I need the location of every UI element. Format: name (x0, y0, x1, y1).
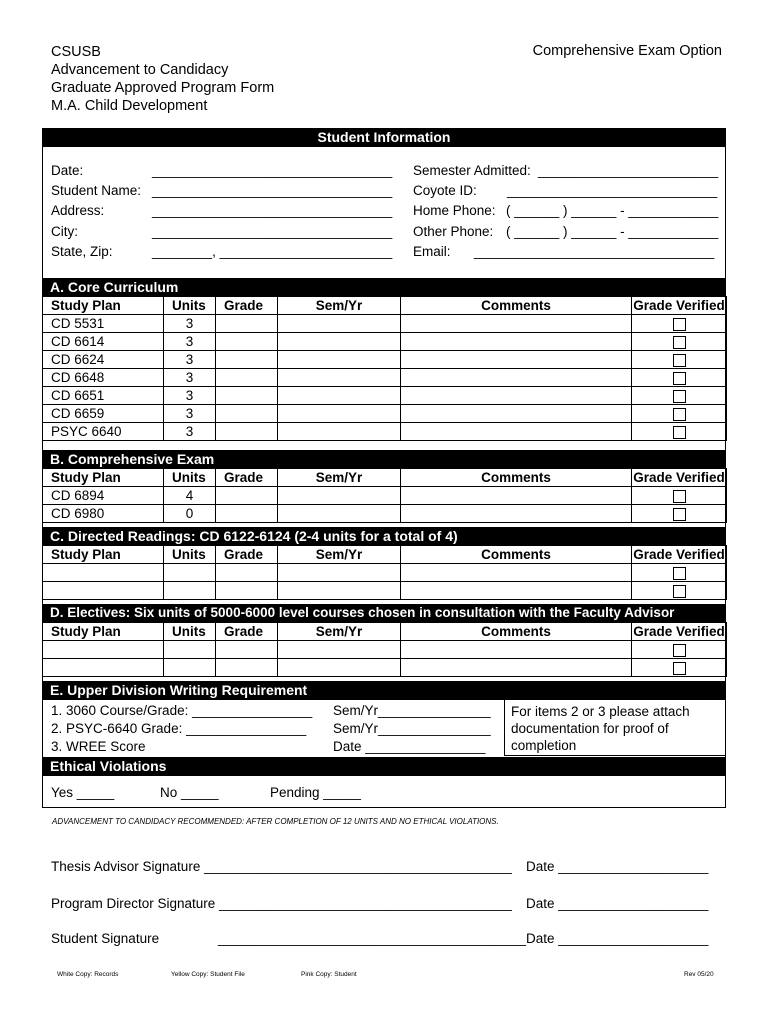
institution-name: CSUSB (51, 44, 101, 60)
recommendation-note: ADVANCEMENT TO CANDIDACY RECOMMENDED: AFTER COMPLETION OF 12 UNITS AND NO ETHICAL VIOLATIONS. (52, 817, 499, 826)
units-cell[interactable] (164, 582, 216, 600)
address-label: Address: (51, 203, 105, 218)
col-grade-verified: Grade Verified (633, 298, 725, 313)
writing-requirement-dates (333, 702, 491, 756)
sem-yr-cell[interactable] (278, 369, 401, 387)
grade-cell[interactable] (216, 423, 278, 441)
course-code: CD 6651 (43, 387, 164, 405)
col-units: Units (164, 469, 216, 487)
grade-cell[interactable] (216, 564, 278, 582)
section-e-title: E. Upper Division Writing Requirement (42, 681, 726, 700)
col-sem-yr: Sem/Yr (278, 469, 401, 487)
col-units: Units (164, 297, 216, 315)
grade-cell[interactable] (216, 641, 278, 659)
comments-cell[interactable] (401, 423, 632, 441)
section-d-title: D. Electives: Six units of 5000-6000 level courses chosen in consultation with the Faculty Advisor (42, 604, 726, 622)
grade-cell[interactable] (216, 351, 278, 369)
comments-cell[interactable] (401, 659, 632, 677)
course-code: PSYC 6640 (43, 423, 164, 441)
course-units: 3 (164, 405, 216, 423)
units-cell[interactable] (164, 659, 216, 677)
electives-table (42, 622, 727, 677)
sem-yr-cell[interactable] (278, 405, 401, 423)
table-row (43, 333, 727, 351)
col-study-plan: Study Plan (43, 297, 164, 315)
psyc-grade-field[interactable]: 2. PSYC-6640 Grade: ________________ (51, 721, 307, 736)
col-study-plan: Study Plan (43, 623, 164, 641)
semester-admitted-field[interactable]: ________________________ (538, 163, 719, 178)
col-grade-verified: Grade Verified (633, 470, 725, 485)
col-comments: Comments (401, 469, 632, 487)
ethical-no-field[interactable]: No _____ (160, 785, 219, 800)
grade-cell[interactable] (216, 369, 278, 387)
student-signature-label: Student Signature (51, 931, 160, 946)
grade-verified-checkbox[interactable] (673, 662, 686, 675)
city-label: City: (51, 224, 78, 239)
wree-score-label: 3. WREE Score (51, 739, 146, 754)
course-code: CD 5531 (43, 315, 164, 333)
student-name-label: Student Name: (51, 183, 142, 198)
comments-cell[interactable] (401, 369, 632, 387)
col-sem-yr: Sem/Yr (278, 297, 401, 315)
table-row (43, 423, 727, 441)
program-director-date[interactable]: Date ____________________ (526, 896, 709, 911)
course-units: 3 (164, 351, 216, 369)
documentation-note: For items 2 or 3 please attach documentation for proof of completion (511, 704, 690, 753)
semester-admitted-label: Semester Admitted: (413, 163, 531, 178)
grade-verified-checkbox[interactable] (673, 408, 686, 421)
table-header-row (43, 623, 727, 641)
course-units: 0 (164, 505, 216, 523)
form-title: Advancement to Candidacy (51, 62, 229, 78)
grade-cell[interactable] (216, 582, 278, 600)
course-cell[interactable] (43, 659, 164, 677)
course-units: 3 (164, 387, 216, 405)
comments-cell[interactable] (401, 315, 632, 333)
grade-verified-checkbox[interactable] (673, 372, 686, 385)
program-name: M.A. Child Development (51, 98, 208, 114)
email-label: Email: (413, 244, 451, 259)
course-units: 4 (164, 487, 216, 505)
grade-verified-checkbox[interactable] (673, 336, 686, 349)
grade-cell[interactable] (216, 405, 278, 423)
sem-yr-cell[interactable] (278, 351, 401, 369)
comments-cell[interactable] (401, 387, 632, 405)
comments-cell[interactable] (401, 487, 632, 505)
course-code: CD 6894 (43, 487, 164, 505)
form-subtitle: Graduate Approved Program Form (51, 80, 275, 96)
course-cell[interactable] (43, 582, 164, 600)
ethical-yes-field[interactable]: Yes _____ (51, 785, 115, 800)
grade-verified-checkbox[interactable] (673, 585, 686, 598)
sem-yr-cell[interactable] (278, 659, 401, 677)
state-zip-label: State, Zip: (51, 244, 113, 259)
coyote-id-label: Coyote ID: (413, 183, 477, 198)
table-row (43, 582, 727, 600)
grade-cell[interactable] (216, 315, 278, 333)
section-c-title: C. Directed Readings: CD 6122-6124 (2-4 units for a total of 4) (42, 527, 726, 545)
grade-cell[interactable] (216, 333, 278, 351)
comments-cell[interactable] (401, 505, 632, 523)
thesis-advisor-date[interactable]: Date ____________________ (526, 859, 709, 874)
comments-cell[interactable] (401, 333, 632, 351)
section-b-title: B. Comprehensive Exam (42, 450, 726, 468)
col-study-plan: Study Plan (43, 469, 164, 487)
city-field[interactable]: ________________________________ (152, 224, 393, 239)
col-grade: Grade (216, 297, 278, 315)
footer-white-copy: White Copy: Records (57, 971, 119, 978)
course-cell[interactable] (43, 564, 164, 582)
sem-yr-cell[interactable] (278, 487, 401, 505)
col-grade-verified: Grade Verified (633, 547, 725, 562)
date-label: Date: (51, 163, 84, 178)
comments-cell[interactable] (401, 564, 632, 582)
sem-yr-cell[interactable] (278, 564, 401, 582)
col-comments: Comments (401, 546, 632, 564)
col-sem-yr: Sem/Yr (278, 546, 401, 564)
grade-cell[interactable] (216, 505, 278, 523)
course-code: CD 6980 (43, 505, 164, 523)
ethical-pending-field[interactable]: Pending _____ (270, 785, 361, 800)
col-units: Units (164, 546, 216, 564)
comments-cell[interactable] (401, 641, 632, 659)
student-signature-line[interactable]: _________________________________________ (218, 931, 526, 946)
student-signature-date[interactable]: Date ____________________ (526, 931, 709, 946)
other-phone-field[interactable]: ( ______ ) ______ - ____________ (506, 224, 719, 239)
footer-yellow-copy: Yellow Copy: Student File (171, 971, 245, 978)
col-grade: Grade (216, 623, 278, 641)
home-phone-field[interactable]: ( ______ ) ______ - ____________ (506, 203, 719, 218)
home-phone-label: Home Phone: (413, 203, 496, 218)
other-phone-label: Other Phone: (413, 224, 494, 239)
units-cell[interactable] (164, 564, 216, 582)
grade-cell[interactable] (216, 387, 278, 405)
grade-verified-checkbox[interactable] (673, 390, 686, 403)
table-row (43, 641, 727, 659)
sem-yr-cell[interactable] (278, 315, 401, 333)
email-field[interactable]: ________________________________ (474, 244, 715, 259)
table-row (43, 564, 727, 582)
thesis-advisor-signature[interactable]: Thesis Advisor Signature _________________________________________ (51, 859, 512, 874)
student-name-field[interactable]: ________________________________ (152, 183, 393, 198)
course-units: 3 (164, 369, 216, 387)
col-grade-verified: Grade Verified (633, 624, 725, 639)
grade-verified-checkbox[interactable] (673, 354, 686, 367)
grade-verified-checkbox[interactable] (673, 426, 686, 439)
course-units: 3 (164, 315, 216, 333)
comments-cell[interactable] (401, 405, 632, 423)
sem-yr-field-2[interactable]: Sem/Yr_______________ (333, 721, 491, 736)
col-study-plan: Study Plan (43, 546, 164, 564)
table-row (43, 369, 727, 387)
form-header-left (51, 43, 274, 115)
course-code: CD 6648 (43, 369, 164, 387)
col-comments: Comments (401, 297, 632, 315)
table-header-row (43, 297, 727, 315)
footer-revision: Rev 05/20 (684, 971, 714, 978)
table-row (43, 351, 727, 369)
course-grade-field[interactable]: 1. 3060 Course/Grade: ________________ (51, 703, 313, 718)
grade-verified-checkbox[interactable] (673, 490, 686, 503)
ethical-violations-title: Ethical Violations (42, 757, 726, 776)
table-row (43, 405, 727, 423)
course-code: CD 6614 (43, 333, 164, 351)
program-director-signature[interactable]: Program Director Signature _______________________________________ (51, 896, 512, 911)
table-header-row (43, 546, 727, 564)
date-field[interactable]: Date ________________ (333, 739, 486, 754)
course-units: 3 (164, 333, 216, 351)
exam-option-label: Comprehensive Exam Option (532, 43, 722, 59)
table-row (43, 487, 727, 505)
section-a-title: A. Core Curriculum (42, 278, 726, 296)
sem-yr-cell[interactable] (278, 387, 401, 405)
col-comments: Comments (401, 623, 632, 641)
sem-yr-cell[interactable] (278, 423, 401, 441)
sem-yr-cell[interactable] (278, 582, 401, 600)
grade-verified-checkbox[interactable] (673, 508, 686, 521)
sem-yr-cell[interactable] (278, 641, 401, 659)
coyote-id-field[interactable]: ____________________________ (507, 183, 718, 198)
sem-yr-cell[interactable] (278, 333, 401, 351)
grade-cell[interactable] (216, 659, 278, 677)
table-row (43, 659, 727, 677)
course-code: CD 6659 (43, 405, 164, 423)
grade-verified-checkbox[interactable] (673, 644, 686, 657)
footer-pink-copy: Pink Copy: Student (301, 971, 357, 978)
grade-verified-checkbox[interactable] (673, 567, 686, 580)
table-row (43, 505, 727, 523)
units-cell[interactable] (164, 641, 216, 659)
table-row (43, 387, 727, 405)
table-header-row (43, 469, 727, 487)
col-grade: Grade (216, 546, 278, 564)
core-curriculum-table (42, 296, 727, 441)
sem-yr-field-1[interactable]: Sem/Yr_______________ (333, 703, 491, 718)
writing-requirement-items (51, 702, 312, 756)
col-sem-yr: Sem/Yr (278, 623, 401, 641)
directed-readings-table (42, 545, 727, 600)
date-field[interactable]: ________________________________ (152, 163, 393, 178)
table-row (43, 315, 727, 333)
student-info-title: Student Information (42, 128, 726, 147)
comments-cell[interactable] (401, 582, 632, 600)
grade-cell[interactable] (216, 487, 278, 505)
course-code: CD 6624 (43, 351, 164, 369)
address-field[interactable]: ________________________________ (152, 203, 393, 218)
course-cell[interactable] (43, 641, 164, 659)
grade-verified-checkbox[interactable] (673, 318, 686, 331)
comments-cell[interactable] (401, 351, 632, 369)
comprehensive-exam-table (42, 468, 727, 523)
sem-yr-cell[interactable] (278, 505, 401, 523)
col-grade: Grade (216, 469, 278, 487)
course-units: 3 (164, 423, 216, 441)
state-zip-field[interactable]: ________, _______________________ (152, 244, 393, 259)
col-units: Units (164, 623, 216, 641)
